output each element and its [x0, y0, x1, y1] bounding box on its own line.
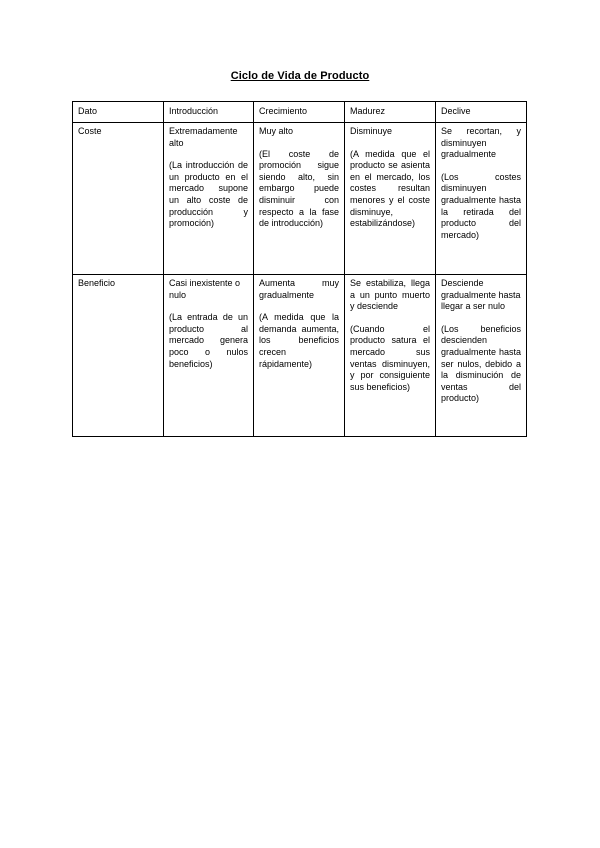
cell-detail-text: (Los beneficios descienden gradualmente hasta ser nulos, debido a la disminución de ventas del producto) — [441, 323, 521, 404]
table-row-beneficio — [73, 275, 527, 437]
cell-detail-text: (Cuando el producto satura el mercado sus ventas disminuyen, y por consiguiente sus beneficios) — [350, 323, 430, 392]
cell-beneficio-declive — [436, 275, 527, 437]
row-label-beneficio: Beneficio — [73, 275, 164, 437]
cell-beneficio-crecimiento — [254, 275, 345, 437]
header-cell-crecimiento: Crecimiento — [254, 102, 345, 123]
cell-detail-text: (Los costes disminuyen gradualmente hasta la retirada del producto del mercado) — [441, 171, 521, 240]
table-row-coste — [73, 123, 527, 275]
cell-main-text: Casi inexistente o nulo — [169, 278, 241, 300]
cell-coste-introduccion — [164, 123, 254, 275]
cell-main-text: Aumenta muy gradualmente — [259, 278, 339, 300]
header-cell-dato: Dato — [73, 102, 164, 123]
cell-detail-text: (La entrada de un producto al mercado genera poco o nulos beneficios) — [169, 312, 248, 369]
cell-main-text: Extremadamente alto — [169, 126, 238, 148]
lifecycle-table — [72, 101, 527, 437]
cell-beneficio-madurez — [345, 275, 436, 437]
cell-detail-text: (A medida que la demanda aumenta, los beneficios crecen rápidamente) — [259, 312, 339, 369]
cell-coste-crecimiento — [254, 123, 345, 275]
cell-main-text: Disminuye — [350, 126, 393, 136]
cell-coste-declive — [436, 123, 527, 275]
row-label-coste: Coste — [73, 123, 164, 275]
cell-main-text: Desciende gradualmente hasta llegar a ser nulo — [441, 278, 521, 312]
table-header-row — [73, 102, 527, 123]
cell-detail-text: (A medida que el producto se asienta en el mercado, los costes resultan menores y el coste disminuye, estabilizándose) — [350, 148, 430, 229]
page-title: Ciclo de Vida de Producto — [230, 70, 370, 82]
header-cell-madurez: Madurez — [345, 102, 436, 123]
cell-beneficio-introduccion — [164, 275, 254, 437]
cell-detail-text: (La introducción de un producto en el mercado supone un alto coste de producción y promoción) — [169, 160, 248, 229]
header-cell-introduccion: Introducción — [164, 102, 254, 123]
cell-main-text: Se estabiliza, llega a un punto muerto y desciende — [350, 278, 430, 312]
cell-main-text: Se recortan, y disminuyen gradualmente — [441, 126, 521, 160]
cell-coste-madurez — [345, 123, 436, 275]
header-cell-declive: Declive — [436, 102, 527, 123]
cell-main-text: Muy alto — [259, 126, 294, 136]
cell-detail-text: (El coste de promoción sigue siendo alto, sin embargo puede disminuir con respecto a la fase de introducción) — [259, 148, 339, 229]
